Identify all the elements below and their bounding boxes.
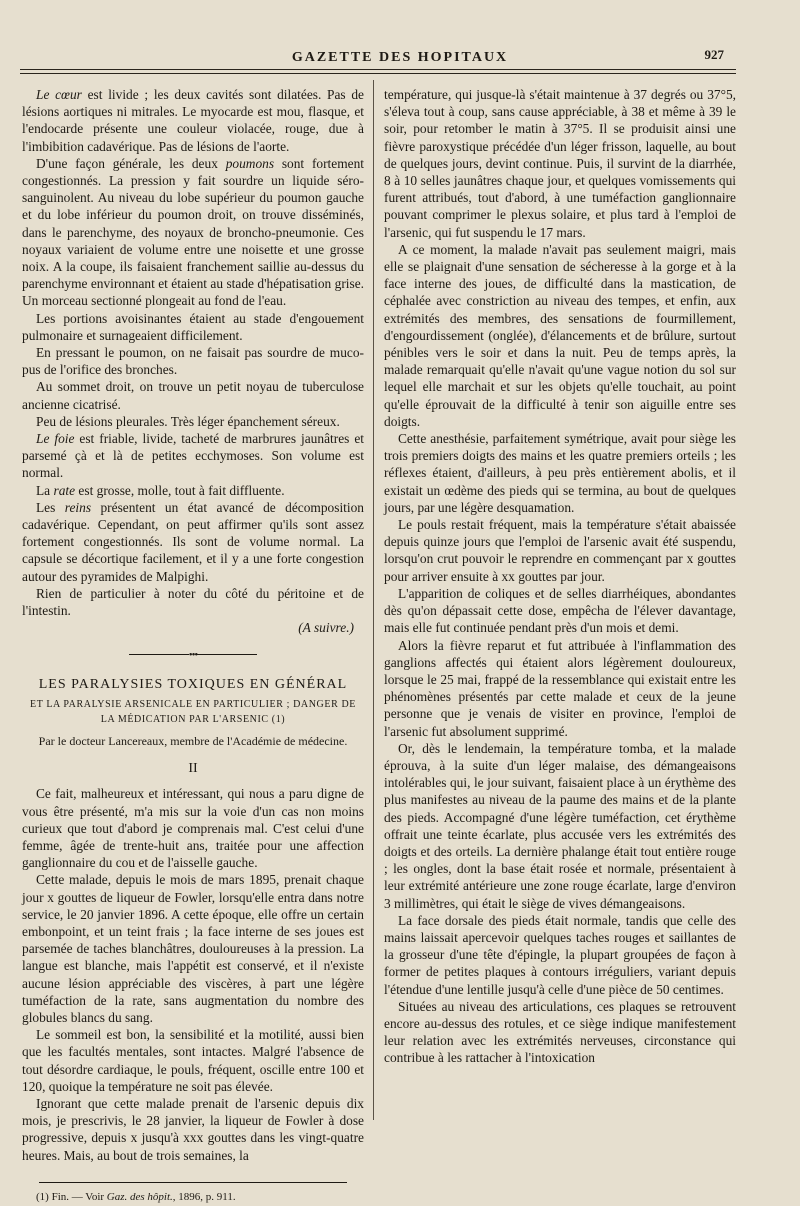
paragraph-text: présentent un état avancé de décomposition cadavérique. Cependant, on peut affirmer qu'ils sont assez fortement congestionnés. Ils sont de volume normal. La capsule se décortique facilement, et il y a une forte congestion autour des pyramides de Malpighi. <box>22 499 364 584</box>
paragraph <box>22 430 364 482</box>
paragraph: Cette malade, depuis le mois de mars 1895, prenait chaque jour x gouttes de liqueur de Fowler, lorsqu'elle entra dans notre service, le 20 janvier 1896. A cette époque, elle offre un certain embonpoint, et un teint frais ; la face interne de ses joues est parsemée de taches blanchâtres, douloureuses à la pression. La langue est blanche, mais l'appétit est conservé, et il n'existe aucune lésion appréciable des viscères, à part une légère tuméfaction de la rate, sans augmentation du nombre des globules blancs du sang. <box>22 872 364 1025</box>
paragraph-text: est livide ; les deux cavités sont dilatées. Pas de lésions aortiques ni mitrales. Le myocarde est mou, flasque, et l'endocarde présente une couleur violacée, rouge, due à l'imbibition cadavérique. Pas de lésions de l'aorte. <box>22 87 364 154</box>
paragraph-text: est friable, livide, tacheté de marbrures jaunâtres et parsemé çà et là de petites ecchymoses. Son volume est normal. <box>22 431 364 481</box>
paragraph: température, qui jusque-là s'était maintenue à 37 degrés ou 37°5, s'éleva tout à coup, sans cause appréciable, à 38 et même à 39 le soir, pour retomber le matin à 37°5. Il se produisit ainsi une fièvre paroxystique précédée d'un léger frisson, laquelle, au bout de quelques jours, devint continue. Puis, il survint de la diarrhée, 8 à 10 selles jaunâtres chaque jour, et quelques vomissements qui furent attribués, tout d'abord, à une tuméfaction ganglionnaire pouvant comprimer le plexus solaire, et plus tard à l'emploi de l'arsenic, qui fut suspendu le 17 mars. <box>384 87 736 240</box>
article-title: LES PARALYSIES TOXIQUES EN GÉNÉRAL <box>38 676 348 692</box>
paragraph: Alors la fièvre reparut et fut attribuée à l'inflammation des ganglions affectés qui étaient alors légèrement douloureux, lorsque le 25 mai, frappé de la ressemblance qui existait entre les phénomènes présentés par cette malade et ceux de la jeune personne que je venais de visiter en province, l'emploi de l'arsenic fut absolument supprimé. <box>384 637 736 739</box>
right-column <box>384 86 736 1067</box>
column-divider <box>373 80 374 1120</box>
section-ornament: ••• <box>22 647 364 664</box>
paragraph: L'apparition de coliques et de selles diarrhéiques, abondantes dès qu'on dépassait cette dose, empêcha de l'élever davantage, mais elle fut continuée pendant près d'un mois et demi. <box>384 585 736 636</box>
paragraph-text: est grosse, molle, tout à fait diffluente. <box>75 482 285 498</box>
term: Le cœur <box>36 87 82 102</box>
footnote-rule <box>39 1182 347 1183</box>
paragraph: Peu de lésions pleurales. Très léger épanchement séreux. <box>36 413 340 429</box>
paragraph-text: D'une façon générale, les deux <box>36 155 226 171</box>
term: Le foie <box>36 431 75 447</box>
paragraph: Le sommeil est bon, la sensibilité et la motilité, aussi bien que les facultés mentales, sont intactes. Malgré l'absence de tout désordre cardiaque, le pouls, fréquent, oscille entre 100 et 120, quoique la température ne soit pas élevée. <box>22 1027 364 1094</box>
footnote-text: (1) Fin. — Voir <box>36 1190 107 1203</box>
term: rate <box>53 482 76 498</box>
paragraph: A ce moment, la malade n'avait pas seulement maigri, mais elle se plaignait d'une sensation de sécheresse à la gorge et à la face interne des joues, de difficulté dans la mastication, de céphalée avec constriction au niveau des tempes, et enfin, aux extrémités des membres, des sensations de fourmillement, d'engourdissement (onglée), d'élancements et de brûlure, surtout pénibles vers le soir et dans la nuit. Peu de temps après, la malade remarquait qu'elle n'avait qu'une vague notion du sol sur lequel elle marchait et sur les objets qu'elle touchait, au point qu'elle éprouvait de la difficulté à tenir son aiguille entre ses doigts. <box>384 241 736 429</box>
term: poumons <box>225 155 275 171</box>
paragraph <box>22 499 364 585</box>
footnote-source: Gaz. des hôpit. <box>106 1190 173 1203</box>
author-line: Par le docteur Lancereaux, membre de l'Académie de médecine. <box>38 733 348 748</box>
to-be-continued: (A suivre.) <box>298 620 354 636</box>
header-rule <box>20 69 736 74</box>
paragraph <box>22 482 364 499</box>
paragraph: Les portions avoisinantes étaient au stade d'engouement pulmonaire et surnageaient difficilement. <box>22 310 364 343</box>
paragraph: Au sommet droit, on trouve un petit noyau de tuberculose ancienne cicatrisé. <box>22 379 364 412</box>
page-number: 927 <box>704 47 724 62</box>
footnote-text: , 1896, p. 911. <box>172 1190 236 1203</box>
paragraph: Le pouls restait fréquent, mais la température s'était abaissée depuis quinze jours que l'emploi de l'arsenic avait été suspendu, lorsqu'on crut pouvoir le reprendre en commençant par x gouttes pour arriver ensuite à xx gouttes par jour. <box>384 517 736 584</box>
paragraph-text: Les <box>36 499 65 515</box>
paragraph: La face dorsale des pieds était normale, tandis que celle des mains laissait apercevoir quelques taches rouges et saillantes de la grosseur d'une tête d'épingle, la plupart groupées de façon à former de petites plaques à contours irréguliers, variant depuis l'étendue d'une lentille jusqu'à celle d'une pièce de 50 centimes. <box>384 912 736 997</box>
term: reins <box>64 499 92 515</box>
article-subtitle: ET LA PARALYSIE ARSENICALE EN PARTICULIER ; DANGER DE LA MÉDICATION PAR L'ARSENIC (1) <box>30 698 356 725</box>
paragraph: Ignorant que cette malade prenait de l'arsenic depuis dix mois, je prescrivis, le 28 janvier, la liqueur de Fowler à dose progressive, depuis x jusqu'à xxx gouttes dans les vingt-quatre heures. Mais, au bout de trois semaines, la <box>22 1095 364 1163</box>
paragraph: Rien de particulier à noter du côté du péritoine et de l'intestin. <box>22 585 364 619</box>
paragraph: En pressant le poumon, on ne faisait pas sourdre de muco-pus de l'orifice des bronches. <box>22 345 364 378</box>
footnote <box>22 1189 364 1206</box>
left-column <box>22 86 364 1206</box>
paragraph: Ce fait, malheureux et intéressant, qui nous a paru digne de vous être présenté, m'a mis sur la voie d'un cas non moins curieux que tout d'abord je comprenais mal. C'est celui d'une femme, âgée de trente-huit ans, traitée pour une affection ganglionnaire du cou et de l'aisselle gauche. <box>22 786 364 871</box>
paragraph: Cette anesthésie, parfaitement symétrique, avait pour siège les trois premiers doigts des mains et les quatre premiers orteils ; les réflexes étaient, d'ailleurs, à peu près entièrement abolis, et il existait un œdème des pieds qui se termina, au bout de quelques jours, par une légère desquamation. <box>384 431 736 515</box>
paragraph <box>22 155 364 310</box>
paragraph-text: sont fortement congestionnés. La pression y fait sourdre un liquide séro-sanguinolent. Au niveau du lobe supérieur du poumon gauche et du lobe inférieur du poumon droit, on trouve disséminés, dans le parenchyme, des noyaux de broncho-pneumonie. Ces noyaux variaient de volume entre une noisette et une grosse noix. A la coupe, ils faisaient franchement saillie au-dessus du parenchyme environnant et étaient au stade d'hépatisation grise. Un morceau sectionné plongeait au fond de l'eau. <box>22 155 364 309</box>
running-title: GAZETTE DES HOPITAUX <box>291 50 509 65</box>
paragraph: Situées au niveau des articulations, ces plaques se retrouvent encore au-dessus des rotules, et ce siège indique manifestement leur relation avec les extrémités nerveuses, circonstance qui contribue à les rattacher à l'intoxication <box>384 998 736 1066</box>
section-number: II <box>188 761 198 777</box>
paragraph-text: La <box>36 482 54 498</box>
paragraph: Or, dès le lendemain, la température tomba, et la malade éprouva, à la suite d'un léger malaise, des démangeaisons intolérables qui, le jour suivant, faisaient place à un érythème des plus manifestes au niveau de la paume des mains et de la plante des pieds. Accompagné d'une légère tuméfaction, cet érythème offrait une teinte écarlate, plus accusée vers les extrémités des doigts et des orteils. La dernière phalange était tout entière rouge ; les ongles, dont la base était rosée et normale, présentaient à leur extrémité antérieure une zone rouge écarlate, large d'environ 3 millimètres, qui était le siège de vives démangeaisons. <box>384 740 736 911</box>
paragraph <box>22 86 364 155</box>
